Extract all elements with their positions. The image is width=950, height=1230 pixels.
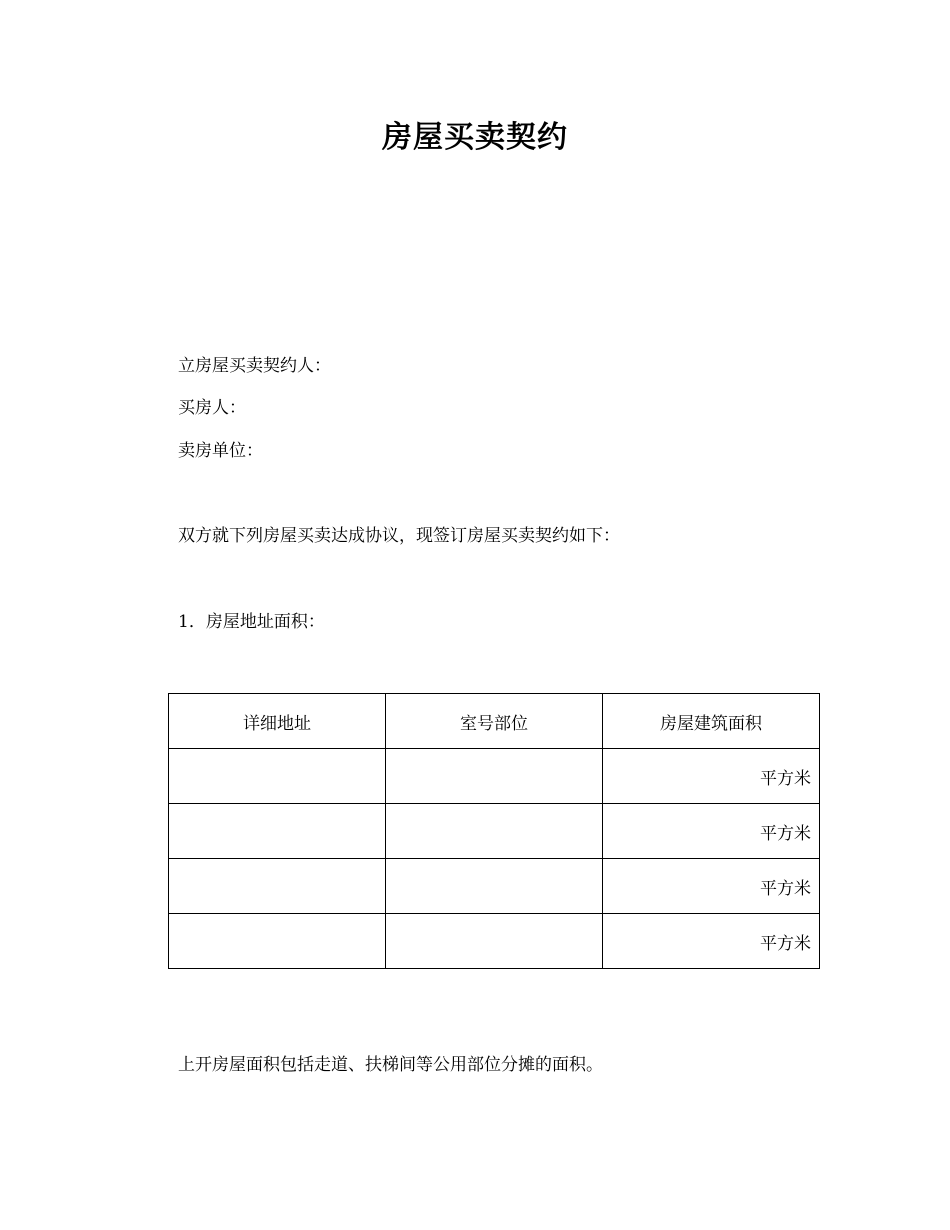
header-room: 室号部位 [386, 694, 603, 749]
area-table [168, 693, 820, 969]
header-address: 详细地址 [169, 694, 386, 749]
table-row [169, 859, 820, 914]
area-unit-cell: 平方米 [603, 804, 820, 859]
intro-paragraph: 双方就下列房屋买卖达成协议，现签订房屋买卖契约如下： [178, 526, 620, 546]
room-cell [386, 804, 603, 859]
document-title: 房屋买卖契约 [382, 120, 568, 155]
table-row [169, 804, 820, 859]
address-cell [169, 859, 386, 914]
area-unit-cell: 平方米 [603, 749, 820, 804]
area-note: 上开房屋面积包括走道、扶梯间等公用部位分摊的面积。 [178, 1055, 603, 1075]
address-cell [169, 749, 386, 804]
address-cell [169, 914, 386, 969]
table-header-row [169, 694, 820, 749]
room-cell [386, 859, 603, 914]
contract-party-label: 立房屋买卖契约人： [178, 356, 331, 376]
table-row [169, 914, 820, 969]
room-cell [386, 914, 603, 969]
section1-heading: 1．房屋地址面积： [178, 612, 325, 632]
buyer-label: 买房人： [178, 398, 246, 418]
area-unit-cell: 平方米 [603, 859, 820, 914]
address-cell [169, 804, 386, 859]
area-unit-cell: 平方米 [603, 914, 820, 969]
table-row [169, 749, 820, 804]
seller-label: 卖房单位： [178, 441, 263, 461]
header-area: 房屋建筑面积 [603, 694, 820, 749]
room-cell [386, 749, 603, 804]
